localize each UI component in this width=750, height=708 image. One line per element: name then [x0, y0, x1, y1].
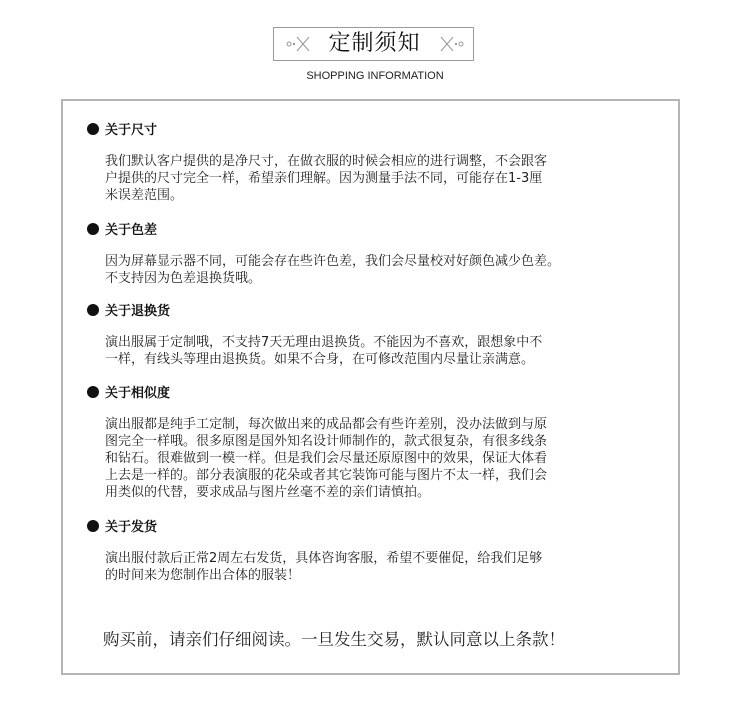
section-body: 演出服都是纯手工定制，每次做出来的成品都会有些许差别，没办法做到与原 图完全一样哦。很多原图是国外知名设计师制作的，款式很复杂，有很多线条 和钻石。很难做到一模一样。但是我们会尽量还原原图中的效果，保证大体看 上去是一样的。部分表演服的花朵或者其它装饰可能与图片不太一样，我们会 用类似的代替，要求成品与图片丝毫不差的亲们请慎拍。 — [105, 417, 548, 500]
filled-circle-icon — [87, 386, 99, 398]
circle-cross-ornament-icon — [438, 34, 464, 54]
section-color-difference — [87, 222, 667, 287]
section-heading-text: 关于相似度 — [105, 386, 171, 401]
section-heading-text: 关于退换货 — [105, 304, 171, 319]
filled-circle-icon — [87, 304, 99, 316]
section-heading-text: 关于尺寸 — [105, 123, 158, 138]
section-heading — [87, 519, 667, 537]
section-body: 我们默认客户提供的是净尺寸，在做衣服的时候会相应的进行调整，不会跟客 户提供的尺寸完全一样，希望亲们理解。因为测量手法不同，可能存在1-3厘 米误差范围。 — [105, 154, 548, 203]
page-subtitle: SHOPPING INFORMATION — [306, 70, 444, 82]
section-body: 演出服属于定制哦，不支持7天无理由退换货。不能因为不喜欢，跟想象中不 一样，有线头等理由退换货。如果不合身，在可修改范围内尽量让亲满意。 — [105, 335, 543, 367]
page-title: 定制须知 — [328, 31, 421, 56]
section-heading-text: 关于发货 — [105, 520, 158, 535]
section-heading — [87, 222, 667, 240]
section-heading — [87, 122, 667, 140]
section-shipping — [87, 519, 667, 584]
filled-circle-icon — [87, 123, 99, 135]
circle-cross-ornament-icon — [286, 34, 312, 54]
title-box — [273, 27, 474, 61]
closing-statement: 购买前，请亲们仔细阅读。一旦发生交易，默认同意以上条款！ — [103, 630, 565, 649]
section-body: 因为屏幕显示器不同，可能会存在些许色差，我们会尽量校对好颜色减少色差。 不支持因为色差退换货哦。 — [105, 254, 561, 286]
section-heading-text: 关于色差 — [105, 223, 158, 238]
section-body: 演出服付款后正常2周左右发货，具体咨询客服，希望不要催促，给我们足够 的时间来为您制作出合体的服装！ — [105, 551, 543, 583]
section-heading — [87, 303, 667, 321]
filled-circle-icon — [87, 223, 99, 235]
section-returns — [87, 303, 667, 368]
filled-circle-icon — [87, 520, 99, 532]
section-heading — [87, 385, 667, 403]
section-size — [87, 122, 667, 204]
section-similarity — [87, 385, 667, 501]
